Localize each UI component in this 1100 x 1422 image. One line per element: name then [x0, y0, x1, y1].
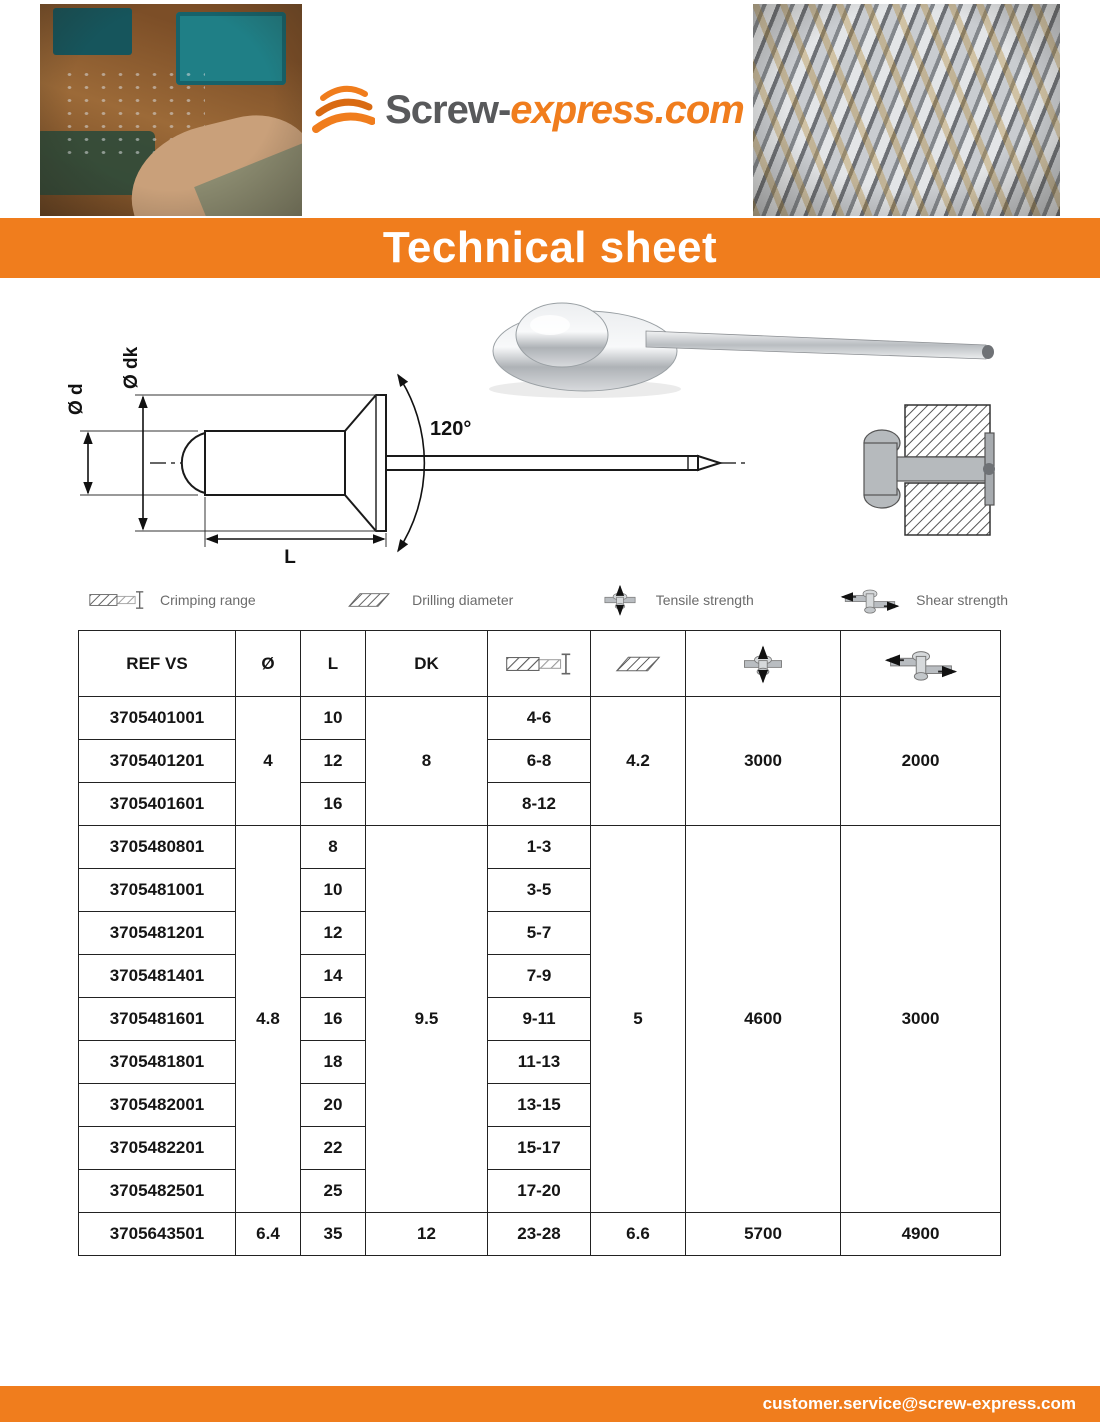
rivet-photo: [489, 303, 994, 398]
legend-label: Tensile strength: [655, 592, 754, 608]
dim-label-length: L: [284, 547, 296, 568]
cell-length: 16: [301, 783, 366, 826]
workbench-photo: [40, 4, 302, 216]
cell-dk: 12: [366, 1213, 488, 1256]
cell-diameter: 4.8: [236, 826, 301, 1213]
cell-ref: 3705481201: [79, 912, 236, 955]
cell-tensile: 5700: [686, 1213, 841, 1256]
col-header-tensile-strength: [686, 631, 841, 697]
legend-label: Crimping range: [160, 592, 256, 608]
table-row: [79, 1213, 1001, 1256]
cell-drill-diameter: 5: [591, 826, 686, 1213]
cell-ref: 3705481801: [79, 1041, 236, 1084]
legend: [88, 578, 1008, 622]
table-row: [79, 697, 1001, 740]
legend-item: [598, 583, 754, 617]
logo-text: [385, 88, 744, 133]
photo-decor: [753, 4, 1060, 216]
cell-crimp-range: 13-15: [488, 1084, 591, 1127]
table-row: [79, 826, 1001, 869]
cell-ref: 3705482201: [79, 1127, 236, 1170]
cell-length: 12: [301, 912, 366, 955]
cell-drill-diameter: 4.2: [591, 697, 686, 826]
cell-ref: 3705481001: [79, 869, 236, 912]
cell-length: 14: [301, 955, 366, 998]
cell-diameter: 4: [236, 697, 301, 826]
drilling-diameter-icon: [607, 651, 669, 677]
logo-swoosh-icon: [311, 82, 375, 138]
cell-dk: 9.5: [366, 826, 488, 1213]
cell-crimp-range: 3-5: [488, 869, 591, 912]
cell-length: 22: [301, 1127, 366, 1170]
logo-text-orange: express.com: [510, 87, 744, 132]
col-header-diameter: Ø: [236, 631, 301, 697]
cell-ref: 3705401601: [79, 783, 236, 826]
cell-length: 20: [301, 1084, 366, 1127]
col-header-drilling-diameter: [591, 631, 686, 697]
cell-crimp-range: 17-20: [488, 1170, 591, 1213]
cell-shear: 2000: [841, 697, 1001, 826]
cell-length: 10: [301, 869, 366, 912]
cell-ref: 3705481601: [79, 998, 236, 1041]
shear-strength-icon: [883, 643, 959, 685]
col-header-dk: DK: [366, 631, 488, 697]
cell-ref: 3705401201: [79, 740, 236, 783]
cell-length: 35: [301, 1213, 366, 1256]
legend-item: [88, 588, 256, 612]
title-banner: [0, 218, 1100, 278]
cell-ref: 3705482501: [79, 1170, 236, 1213]
cell-diameter: 6.4: [236, 1213, 301, 1256]
dim-label-d: Ø d: [66, 383, 87, 415]
legend-item: [340, 588, 513, 612]
cell-crimp-range: 23-28: [488, 1213, 591, 1256]
legend-label: Shear strength: [916, 592, 1008, 608]
photo-decor: [40, 4, 302, 216]
dim-label-angle: 120°: [430, 418, 472, 440]
cell-length: 18: [301, 1041, 366, 1084]
footer-bar: [0, 1386, 1100, 1422]
cell-drill-diameter: 6.6: [591, 1213, 686, 1256]
brand-logo: [302, 4, 753, 216]
installed-rivet-section: [864, 405, 995, 535]
cell-crimp-range: 8-12: [488, 783, 591, 826]
cell-crimp-range: 11-13: [488, 1041, 591, 1084]
cell-crimp-range: 1-3: [488, 826, 591, 869]
cell-length: 25: [301, 1170, 366, 1213]
legend-label: Drilling diameter: [412, 592, 514, 608]
col-header-length: L: [301, 631, 366, 697]
drilling-diameter-icon: [340, 588, 398, 612]
legend-item: [838, 583, 1008, 617]
table-header-row: [79, 631, 1001, 697]
col-header-crimping-range: [488, 631, 591, 697]
cell-crimp-range: 6-8: [488, 740, 591, 783]
cell-length: 12: [301, 740, 366, 783]
cell-shear: 3000: [841, 826, 1001, 1213]
cell-crimp-range: 9-11: [488, 998, 591, 1041]
col-header-shear-strength: [841, 631, 1001, 697]
cell-length: 8: [301, 826, 366, 869]
spec-table: [78, 630, 1001, 1256]
cell-dk: 8: [366, 697, 488, 826]
cell-length: 16: [301, 998, 366, 1041]
cell-shear: 4900: [841, 1213, 1001, 1256]
contact-email: customer.service@screw-express.com: [762, 1394, 1076, 1413]
cell-ref: 3705481401: [79, 955, 236, 998]
page-title: Technical sheet: [382, 223, 718, 272]
rivet-technical-drawing: [0, 283, 1100, 575]
dim-label-dk: Ø dk: [121, 346, 142, 389]
cell-tensile: 4600: [686, 826, 841, 1213]
cell-length: 10: [301, 697, 366, 740]
cell-ref: 3705401001: [79, 697, 236, 740]
col-header-ref: REF VS: [79, 631, 236, 697]
crimping-range-icon: [504, 650, 574, 678]
cell-crimp-range: 5-7: [488, 912, 591, 955]
tensile-strength-icon: [598, 583, 642, 617]
cell-crimp-range: 7-9: [488, 955, 591, 998]
cell-crimp-range: 4-6: [488, 697, 591, 740]
cell-ref: 3705643501: [79, 1213, 236, 1256]
cell-ref: 3705480801: [79, 826, 236, 869]
cell-ref: 3705482001: [79, 1084, 236, 1127]
tensile-strength-icon: [736, 643, 790, 685]
shear-strength-icon: [838, 583, 902, 617]
crimping-range-icon: [88, 588, 146, 612]
screws-pile-photo: [753, 4, 1060, 216]
cell-crimp-range: 15-17: [488, 1127, 591, 1170]
cell-tensile: 3000: [686, 697, 841, 826]
logo-text-dark: Screw-: [385, 87, 511, 132]
